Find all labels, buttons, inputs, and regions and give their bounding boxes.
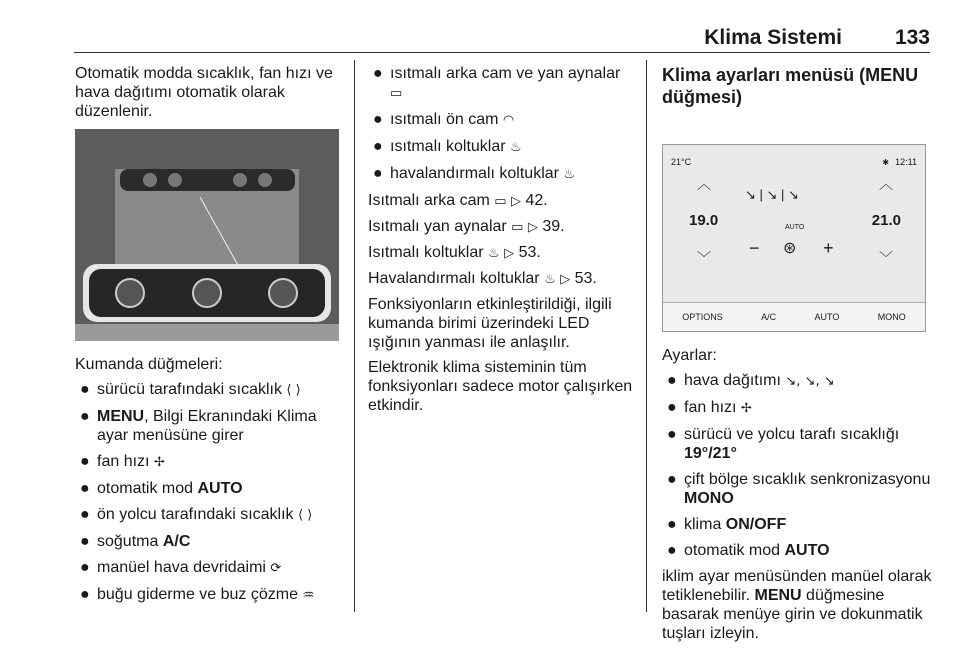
list-item: ● otomatik mod AUTO bbox=[667, 542, 830, 559]
list-item: ● fan hızı ✢ bbox=[80, 453, 165, 470]
mono-button[interactable]: MONO bbox=[877, 311, 906, 322]
list-item: ● klima ON/OFF bbox=[667, 516, 787, 533]
column-divider-1 bbox=[354, 60, 355, 612]
right-temp-up-icon[interactable]: ︿ bbox=[879, 176, 893, 192]
right-temp-value: 21.0 bbox=[871, 212, 901, 229]
left-temp-down-icon[interactable]: ﹀ bbox=[697, 250, 711, 266]
page-header bbox=[72, 22, 930, 52]
control-panel-photo bbox=[75, 129, 339, 341]
list-item: ● otomatik mod AUTO bbox=[80, 480, 243, 497]
screen-bottom-bar bbox=[663, 302, 925, 331]
climate-menu-screen bbox=[662, 144, 926, 332]
page-ref-icon: ▷ bbox=[504, 246, 515, 261]
left-temp-value: 19.0 bbox=[689, 212, 719, 229]
fan-plus-button[interactable]: + bbox=[823, 238, 834, 258]
controls-heading: Kumanda düğmeleri: bbox=[75, 356, 223, 373]
settings-list bbox=[662, 371, 934, 560]
fan-icon: ⊛ bbox=[783, 240, 797, 257]
ref-line: Isıtmalı koltuklar ♨ ▷ 53. bbox=[368, 244, 541, 261]
settings-heading: Ayarlar: bbox=[662, 347, 717, 364]
led-paragraph: Fonksiyonların etkinleştirildiği, ilgili kumanda birimi üzerindeki LED ışığının yanması ile anlaşılır. bbox=[368, 296, 612, 351]
seat-vent-icon: ♨ bbox=[544, 272, 556, 287]
list-item: ● sürücü ve yolcu tarafı sıcaklığı 19°/21° bbox=[667, 426, 900, 462]
temperature-icon: ⟨ ⟩ bbox=[297, 508, 313, 523]
menu-heading: Klima ayarları menüsü (MENU düğmesi) bbox=[662, 65, 919, 107]
windshield-heat-icon: ◠ bbox=[502, 113, 515, 128]
left-temp-up-icon[interactable]: ︿ bbox=[697, 176, 711, 192]
column-1 bbox=[75, 64, 347, 612]
controls-list bbox=[75, 380, 347, 605]
list-item: ● ısıtmalı koltuklar ♨ bbox=[373, 138, 522, 155]
list-item: ● fan hızı ✢ bbox=[667, 399, 752, 416]
page-ref-icon: ▷ bbox=[527, 220, 538, 235]
list-item: ● havalandırmalı koltuklar ♨ bbox=[373, 165, 576, 182]
rear-window-heat-icon: ▭ bbox=[494, 194, 507, 209]
list-item: ● hava dağıtımı ↘, ↘, ↘ bbox=[667, 372, 835, 389]
clock: 12:11 bbox=[895, 157, 917, 167]
seat-vent-icon: ♨ bbox=[563, 167, 576, 182]
ref-line: Isıtmalı yan aynalar ▭ ▷ 39. bbox=[368, 218, 565, 235]
header-rule bbox=[74, 52, 930, 53]
control-panel-illustration bbox=[75, 129, 339, 341]
settings-icon: ✱ bbox=[882, 158, 889, 167]
intro-paragraph: Otomatik modda sıcaklık, fan hızı ve hava dağıtımı otomatik olarak düzenlenir. bbox=[75, 65, 333, 120]
ref-line: Havalandırmalı koltuklar ♨ ▷ 53. bbox=[368, 270, 597, 287]
seat-heat-icon: ♨ bbox=[488, 246, 500, 261]
heating-list bbox=[368, 64, 638, 184]
air-distribution-icon: ↘, ↘, ↘ bbox=[785, 374, 835, 389]
page-ref-icon: ▷ bbox=[511, 194, 521, 209]
fan-minus-button[interactable]: − bbox=[749, 238, 760, 258]
auto-fan-label: AUTO bbox=[785, 224, 805, 231]
fan-icon: ✢ bbox=[153, 455, 165, 470]
auto-button[interactable]: AUTO bbox=[814, 311, 840, 322]
list-item: ● buğu giderme ve buz çözme ♒ bbox=[80, 586, 315, 603]
list-item: ● sürücü tarafındaki sıcaklık ⟨ ⟩ bbox=[80, 381, 301, 398]
list-item: ● ısıtmalı ön cam ◠ bbox=[373, 111, 515, 128]
section-title: Klima Sistemi bbox=[704, 26, 842, 49]
options-button[interactable]: OPTIONS bbox=[682, 311, 723, 322]
page-number: 133 bbox=[894, 26, 930, 49]
rear-window-heat-icon: ▭ bbox=[390, 86, 403, 101]
page-ref-icon: ▷ bbox=[560, 272, 571, 287]
engine-paragraph: Elektronik klima sisteminin tüm fonksiyonları sadece motor çalışırken etkindir. bbox=[368, 359, 633, 414]
outro-paragraph: iklim ayar menüsünden manüel olarak tetiklenebilir. MENU düğmesine basarak menüye girin ve dokunmatik tuşları izleyin. bbox=[662, 568, 932, 642]
right-temp-down-icon[interactable]: ﹀ bbox=[879, 250, 893, 266]
list-item: ● MENU, Bilgi Ekranındaki Klima ayar menüsüne girer bbox=[80, 408, 317, 444]
defrost-icon: ♒ bbox=[302, 588, 315, 603]
column-divider-2 bbox=[646, 60, 647, 612]
list-item: ● ön yolcu tarafındaki sıcaklık ⟨ ⟩ bbox=[80, 506, 313, 523]
air-distribution-icon[interactable]: ↘ | ↘ | ↘ bbox=[745, 187, 799, 202]
list-item: ● ısıtmalı arka cam ve yan aynalar ▭ bbox=[373, 65, 621, 101]
seat-heat-icon: ♨ bbox=[510, 140, 522, 155]
ac-button[interactable]: A/C bbox=[761, 311, 777, 322]
column-2 bbox=[368, 64, 638, 421]
fan-icon: ✢ bbox=[740, 401, 752, 416]
column-3 bbox=[662, 64, 934, 649]
outside-temp: 21°C bbox=[671, 157, 692, 167]
temperature-icon: ⟨ ⟩ bbox=[286, 383, 301, 398]
list-item: ● çift bölge sıcaklık senkronizasyonu MONO bbox=[667, 471, 931, 507]
mirror-heat-icon: ▭ bbox=[511, 220, 524, 235]
list-item: ● soğutma A/C bbox=[80, 533, 191, 550]
list-item: ● manüel hava devridaimi ⟳ bbox=[80, 559, 282, 576]
ref-line: Isıtmalı arka cam ▭ ▷ 42. bbox=[368, 192, 548, 209]
recirculation-icon: ⟳ bbox=[270, 561, 282, 576]
